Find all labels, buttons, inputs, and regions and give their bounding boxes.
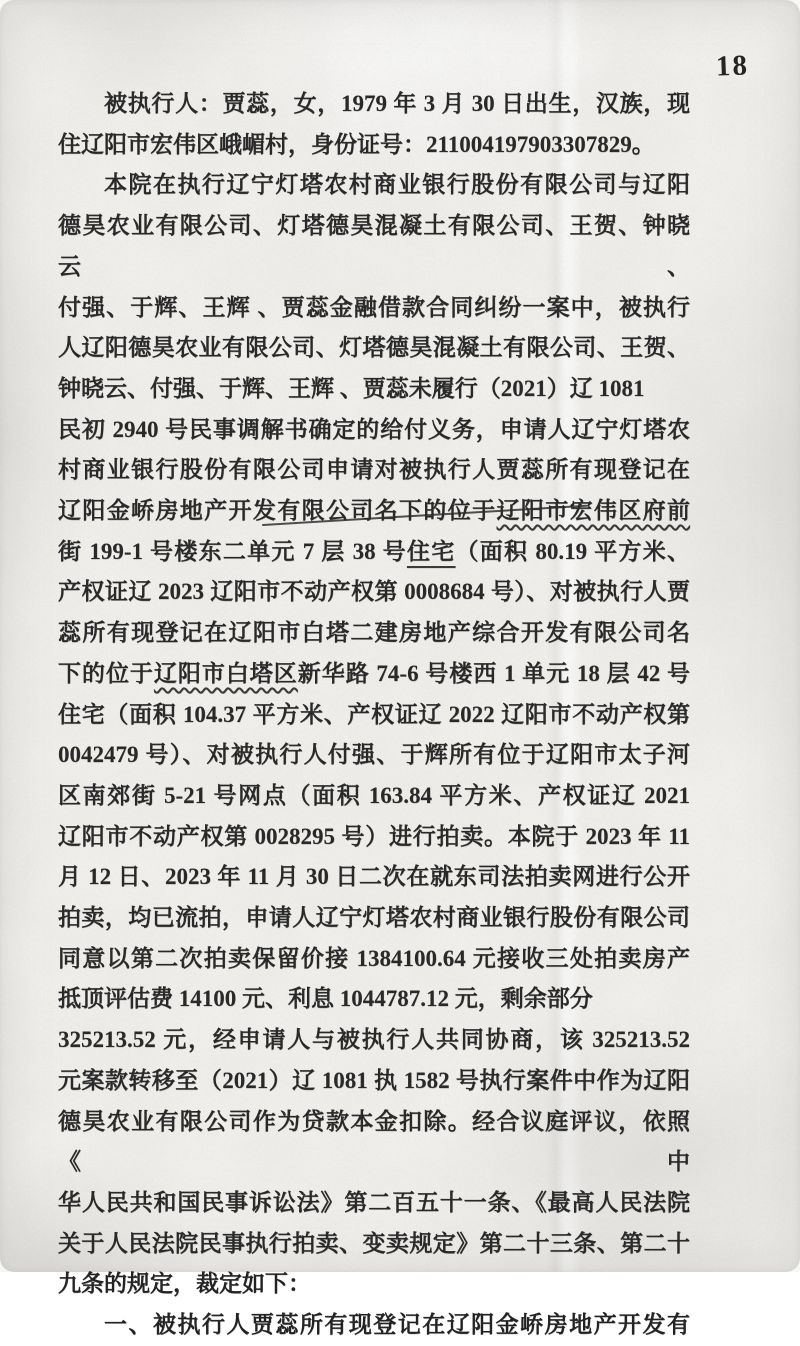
text-line: 民初 2940 号民事调解书确定的给付义务，申请人辽宁灯塔农 (58, 416, 690, 442)
text-line: 抵顶评估费 14100 元、利息 1044787.12 元，剩余部分 (58, 986, 593, 1012)
text-line: 被执行人：贾蕊，女，1979 年 3 月 30 日出生，汉族，现 (104, 91, 690, 116)
text-line (58, 532, 690, 573)
text-segment: 街 199-1 号楼东二单元 7 层 38 号 (58, 538, 407, 564)
text-segment: 下的位于 (58, 660, 154, 686)
underlined-address-text: 辽阳市白塔区 (153, 660, 298, 686)
text-segment: 辽阳金峤房地产开发有限公司名下的位于 (58, 498, 497, 524)
text-line: 付强、于辉、王辉 、贾蕊金融借款合同纠纷一案中，被执行 (58, 294, 690, 320)
text-line: 住辽阳市宏伟区峨嵋村，身份证号：211004197903307829。 (58, 131, 655, 157)
text-segment: 新华路 74-6 号楼西 1 单元 18 层 42 号 (297, 660, 691, 686)
text-line: 关于人民法院民事执行拍卖、变卖规定》第二十三条、第二十 (58, 1230, 690, 1256)
text-line: 0042479 号）、对被执行人付强、于辉所有位于辽阳市太子河 (58, 742, 690, 768)
text-line: 人辽阳德昊农业有限公司、灯塔德昊混凝土有限公司、王贺、 (58, 335, 690, 361)
text-line: 德昊农业有限公司作为贷款本金扣除。经合议庭评议，依照《中 (58, 1108, 690, 1175)
text-line: 325213.52 元，经申请人与被执行人共同协商，该 325213.52 (58, 1027, 690, 1053)
text-line (58, 491, 690, 532)
text-line: 元案款转移至（2021）辽 1081 执 1582 号执行案件中作为辽阳 (58, 1067, 690, 1093)
text-line: 华人民共和国民事诉讼法》第二百五十一条、《最高人民法院 (58, 1189, 690, 1215)
text-line: 一、被执行人贾蕊所有现登记在辽阳金峤房地产开发有 (104, 1312, 690, 1338)
text-line (58, 654, 690, 695)
text-line: 产权证辽 2023 辽阳市不动产权第 0008684 号）、对被执行人贾 (58, 579, 690, 605)
text-line: 住宅（面积 104.37 平方米、产权证辽 2022 辽阳市不动产权第 (58, 701, 690, 727)
text-line: 钟晓云、付强、于辉、王辉 、贾蕊未履行（2021）辽 1081 (58, 375, 645, 401)
page-number: 18 (715, 49, 750, 83)
text-line: 蕊所有现登记在辽阳市白塔二建房地产综合开发有限公司名 (58, 620, 690, 646)
text-line: 本院在执行辽宁灯塔农村商业银行股份有限公司与辽阳 (104, 172, 690, 198)
underlined-address-text: 辽阳市宏伟区府前 (496, 498, 691, 524)
text-segment: （面积 80.19 平方米、 (455, 538, 690, 564)
text-line: 村商业银行股份有限公司申请对被执行人贾蕊所有现登记在 (58, 457, 690, 483)
text-line: 区南郊街 5-21 号网点（面积 163.84 平方米、产权证辽 2021 (58, 782, 690, 808)
text-line: 拍卖，均已流拍，申请人辽宁灯塔农村商业银行股份有限公司 (58, 905, 690, 931)
text-line: 同意以第二次拍卖保留价接 1384100.64 元接收三处拍卖房产 (58, 945, 690, 971)
underlined-property-text: 住宅 (406, 538, 456, 564)
text-line: 九条的规定，裁定如下： (58, 1271, 311, 1297)
text-line: 德昊农业有限公司、灯塔德昊混凝土有限公司、王贺、钟晓云、 (58, 213, 690, 279)
text-line: 辽阳市不动产权第 0028295 号）进行拍卖。本院于 2023 年 11 (58, 823, 690, 849)
document-text-block (58, 84, 690, 1346)
text-line: 月 12 日、2023 年 11 月 30 日二次在就东司法拍卖网进行公开 (58, 864, 690, 890)
